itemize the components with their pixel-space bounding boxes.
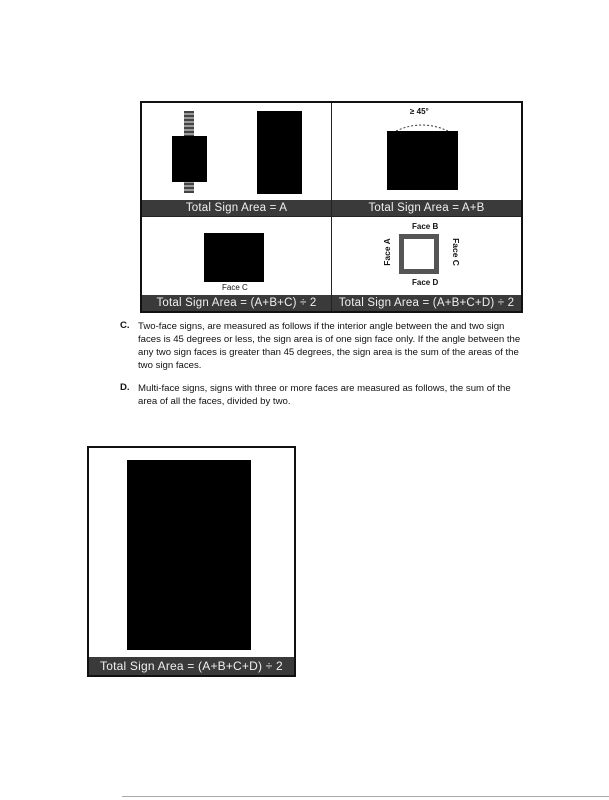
sign-face-ab — [387, 131, 458, 190]
list-marker-c: C. — [120, 320, 130, 331]
list-text-c: Two-face signs, are measured as follows if the interior angle between the and two sign faces is 45 degrees or less, the sign area is of one sign face only. If the angle between the any two sign faces is greater than 45 degrees, the sign area is the sum of the areas of the two sign faces. — [138, 321, 521, 371]
sign-face-c — [204, 233, 264, 282]
caption-total-a: Total Sign Area = A — [142, 200, 331, 216]
list-text-d: Multi-face signs, signs with three or more faces are measured as follows, the sum of the area of all the faces, divided by two. — [138, 383, 511, 407]
panel-single-face — [142, 103, 332, 217]
caption-total-ab: Total Sign Area = A+B — [332, 200, 521, 216]
caption-bottom-total: Total Sign Area = (A+B+C+D) ÷ 2 — [89, 657, 294, 675]
sign-face-a-side — [172, 136, 207, 182]
scan-edge-line — [122, 796, 609, 797]
panel-three-face — [142, 217, 332, 311]
sign-face-large — [127, 460, 251, 650]
sign-face-a-front — [257, 111, 302, 194]
panel-two-face — [332, 103, 521, 217]
face-c-side-label: Face C — [450, 238, 461, 266]
face-d-label: Face D — [412, 278, 439, 287]
list-marker-d: D. — [120, 382, 130, 393]
face-c-label: Face C — [222, 283, 248, 292]
face-b-label: Face B — [412, 222, 439, 231]
panel-bottom-multi-face — [87, 446, 296, 677]
sign-area-diagram-grid — [140, 101, 523, 313]
caption-total-abcd: Total Sign Area = (A+B+C+D) ÷ 2 — [332, 295, 521, 311]
face-a-label: Face A — [381, 238, 392, 266]
angle-label: ≥ 45° — [410, 107, 429, 116]
caption-total-abc: Total Sign Area = (A+B+C) ÷ 2 — [142, 295, 331, 311]
four-face-square — [399, 234, 439, 274]
panel-four-face — [332, 217, 521, 311]
